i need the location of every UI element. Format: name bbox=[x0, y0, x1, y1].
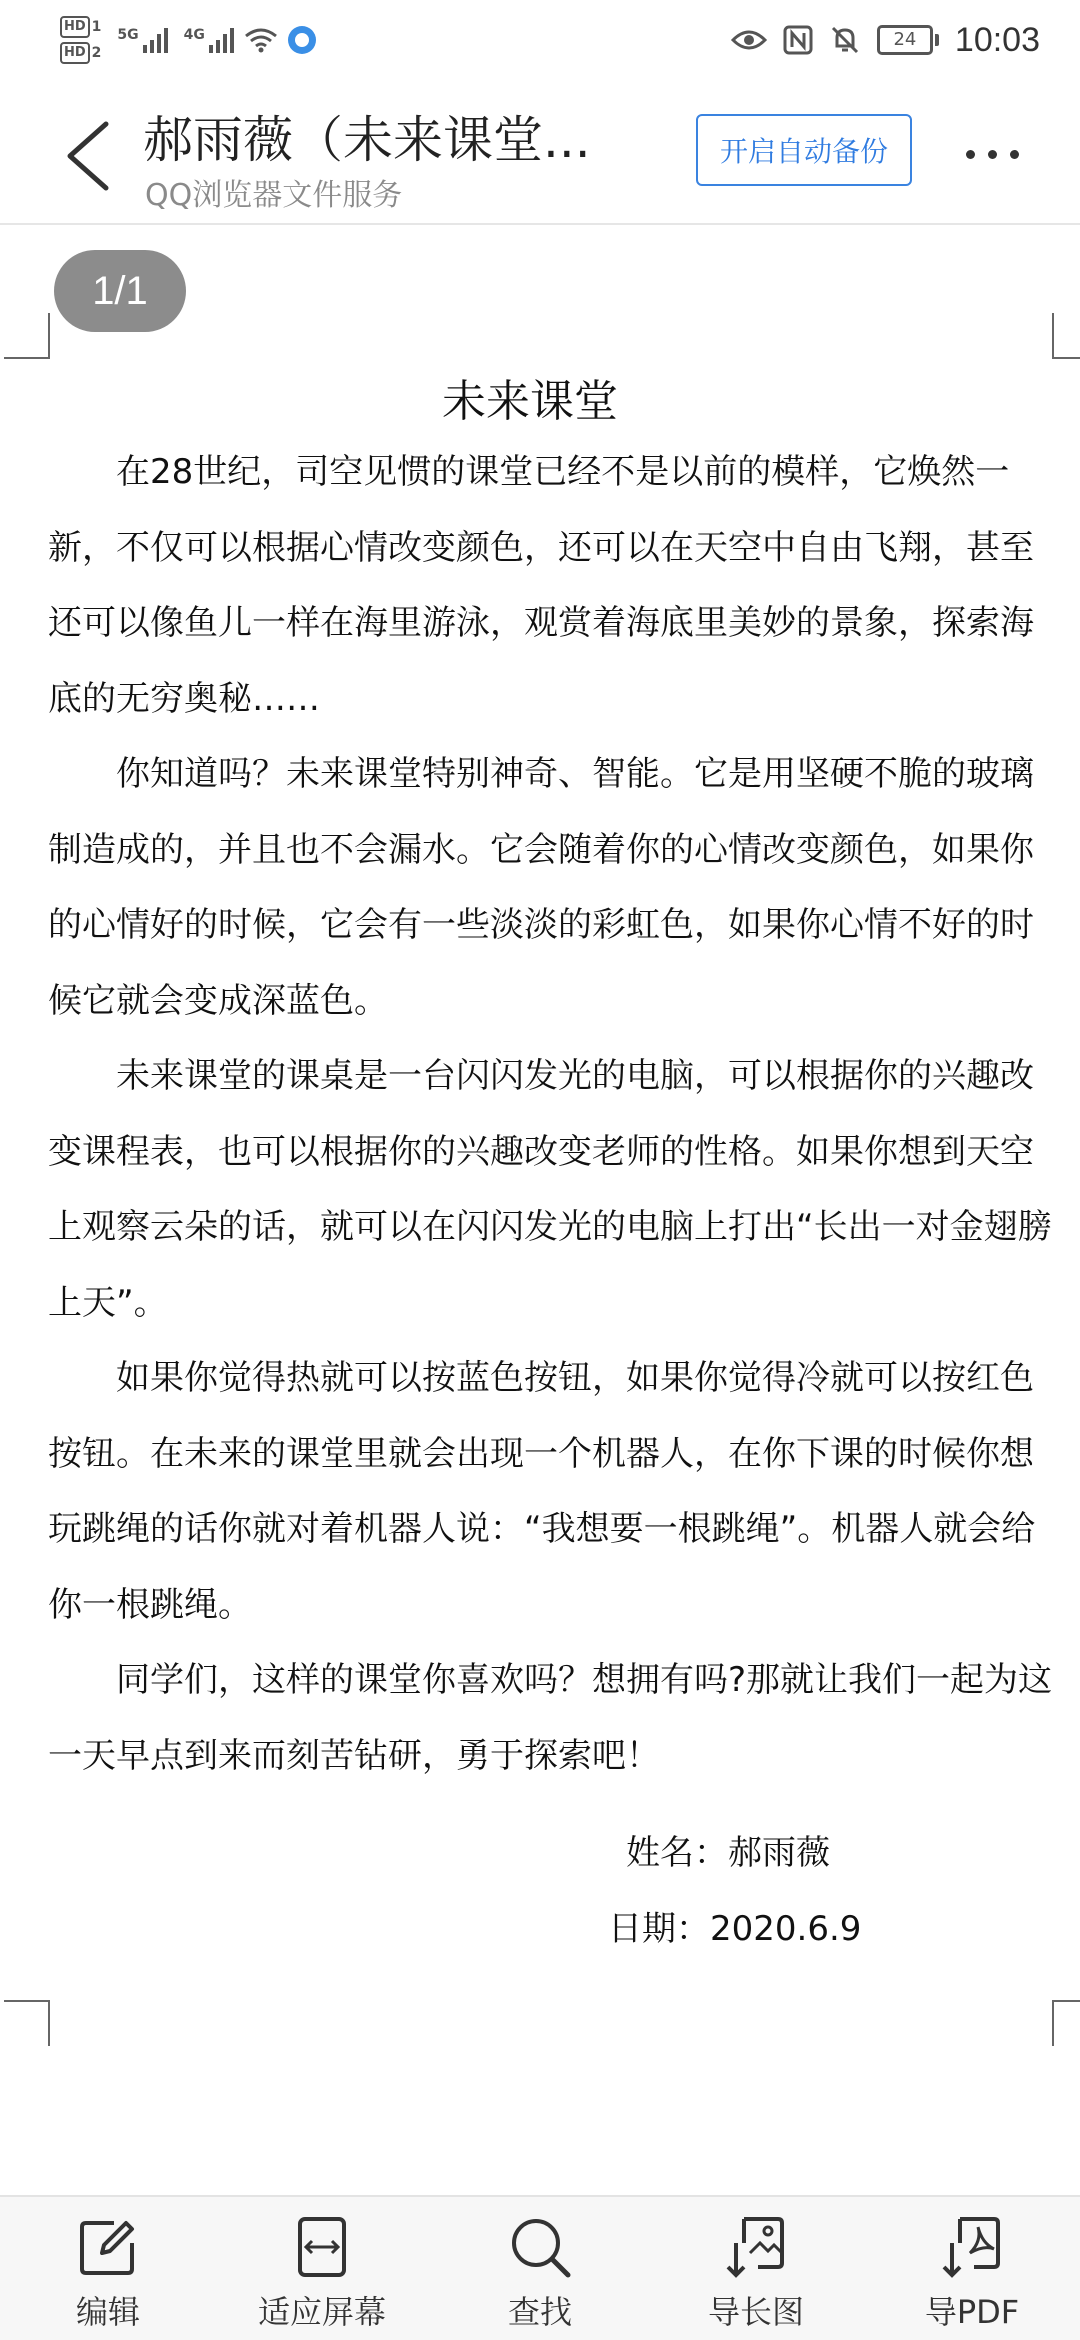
hd-indicator-1: HD 1 bbox=[60, 16, 101, 38]
hd-indicators bbox=[60, 16, 101, 64]
paragraph: 同学们，这样的课堂你喜欢吗？想拥有吗?那就让我们一起为这一天早点到来而刻苦钻研，勇于探索吧！ bbox=[48, 1660, 1053, 1776]
mute-bell-icon bbox=[829, 24, 861, 56]
eye-icon bbox=[731, 28, 767, 52]
document-title: 未来课堂 bbox=[442, 376, 618, 427]
edit-button[interactable]: 编辑 bbox=[18, 2213, 198, 2333]
page-indicator: 1/1 bbox=[54, 250, 186, 332]
status-bar-right bbox=[731, 10, 1040, 70]
paragraph: 如果你觉得热就可以按蓝色按钮，如果你觉得冷就可以按红色按钮。在未来的课堂里就会出现一个机器人，在你下课的时候你想玩跳绳的话你就对着机器人说：“我想要一根跳绳”。机器人就会给你一根跳绳。 bbox=[48, 1358, 1036, 1625]
page-corner-mark bbox=[4, 313, 50, 359]
fit-screen-button[interactable]: 适应屏幕 bbox=[232, 2213, 412, 2333]
status-bar bbox=[0, 0, 1080, 80]
find-button[interactable]: 查找 bbox=[450, 2213, 630, 2333]
document-date: 日期：2020.6.9 bbox=[608, 1909, 862, 1949]
file-source: QQ浏览器文件服务 bbox=[145, 178, 403, 213]
more-options-icon[interactable] bbox=[966, 150, 1019, 159]
hd-indicator-2: HD 2 bbox=[60, 42, 101, 64]
page-corner-mark bbox=[1052, 2000, 1080, 2046]
search-icon bbox=[506, 2213, 574, 2281]
document-body bbox=[48, 435, 1058, 1794]
fit-screen-icon bbox=[288, 2213, 356, 2281]
document-view[interactable] bbox=[0, 225, 1080, 2185]
clock: 10:03 bbox=[954, 20, 1040, 59]
paragraph: 在28世纪，司空见惯的课堂已经不是以前的模样，它焕然一新，不仅可以根据心情改变颜色，还可以在天空中自由飞翔，甚至还可以像鱼儿一样在海里游泳，观赏着海底里美妙的景象，探索海底的无穷奥秘…… bbox=[48, 452, 1034, 719]
export-long-image-button[interactable]: 导长图 bbox=[666, 2213, 846, 2333]
export-image-icon bbox=[722, 2213, 790, 2281]
signal-4g-icon: 4G bbox=[184, 27, 234, 53]
edit-icon bbox=[74, 2213, 142, 2281]
title-bar bbox=[0, 80, 1080, 225]
author-name: 姓名：郝雨薇 bbox=[626, 1833, 830, 1873]
paragraph: 未来课堂的课桌是一台闪闪发光的电脑，可以根据你的兴趣改变课程表，也可以根据你的兴趣改变老师的性格。如果你想到天空上观察云朵的话，就可以在闪闪发光的电脑上打出“长出一对金翅膀上天”。 bbox=[48, 1056, 1052, 1323]
signal-5g-icon: 5G bbox=[117, 27, 167, 53]
paragraph: 你知道吗？未来课堂特别神奇、智能。它是用坚硬不脆的玻璃制造成的，并且也不会漏水。它会随着你的心情改变颜色，如果你的心情好的时候，它会有一些淡淡的彩虹色，如果你心情不好的时候它就会变成深蓝色。 bbox=[48, 754, 1034, 1021]
bottom-toolbar bbox=[0, 2195, 1080, 2340]
wifi-icon bbox=[244, 27, 278, 53]
file-title: 郝雨薇（未来课堂... bbox=[143, 111, 591, 169]
page-corner-mark bbox=[1052, 313, 1080, 359]
battery-icon: 24 bbox=[877, 25, 939, 55]
nfc-icon bbox=[783, 25, 813, 55]
auto-backup-button[interactable]: 开启自动备份 bbox=[696, 114, 912, 186]
qq-browser-icon bbox=[288, 26, 316, 54]
export-pdf-icon bbox=[938, 2213, 1006, 2281]
back-arrow-icon[interactable] bbox=[58, 116, 118, 196]
status-bar-left bbox=[60, 10, 316, 70]
page-corner-mark bbox=[4, 2000, 50, 2046]
export-pdf-button[interactable]: 导PDF bbox=[882, 2213, 1062, 2333]
